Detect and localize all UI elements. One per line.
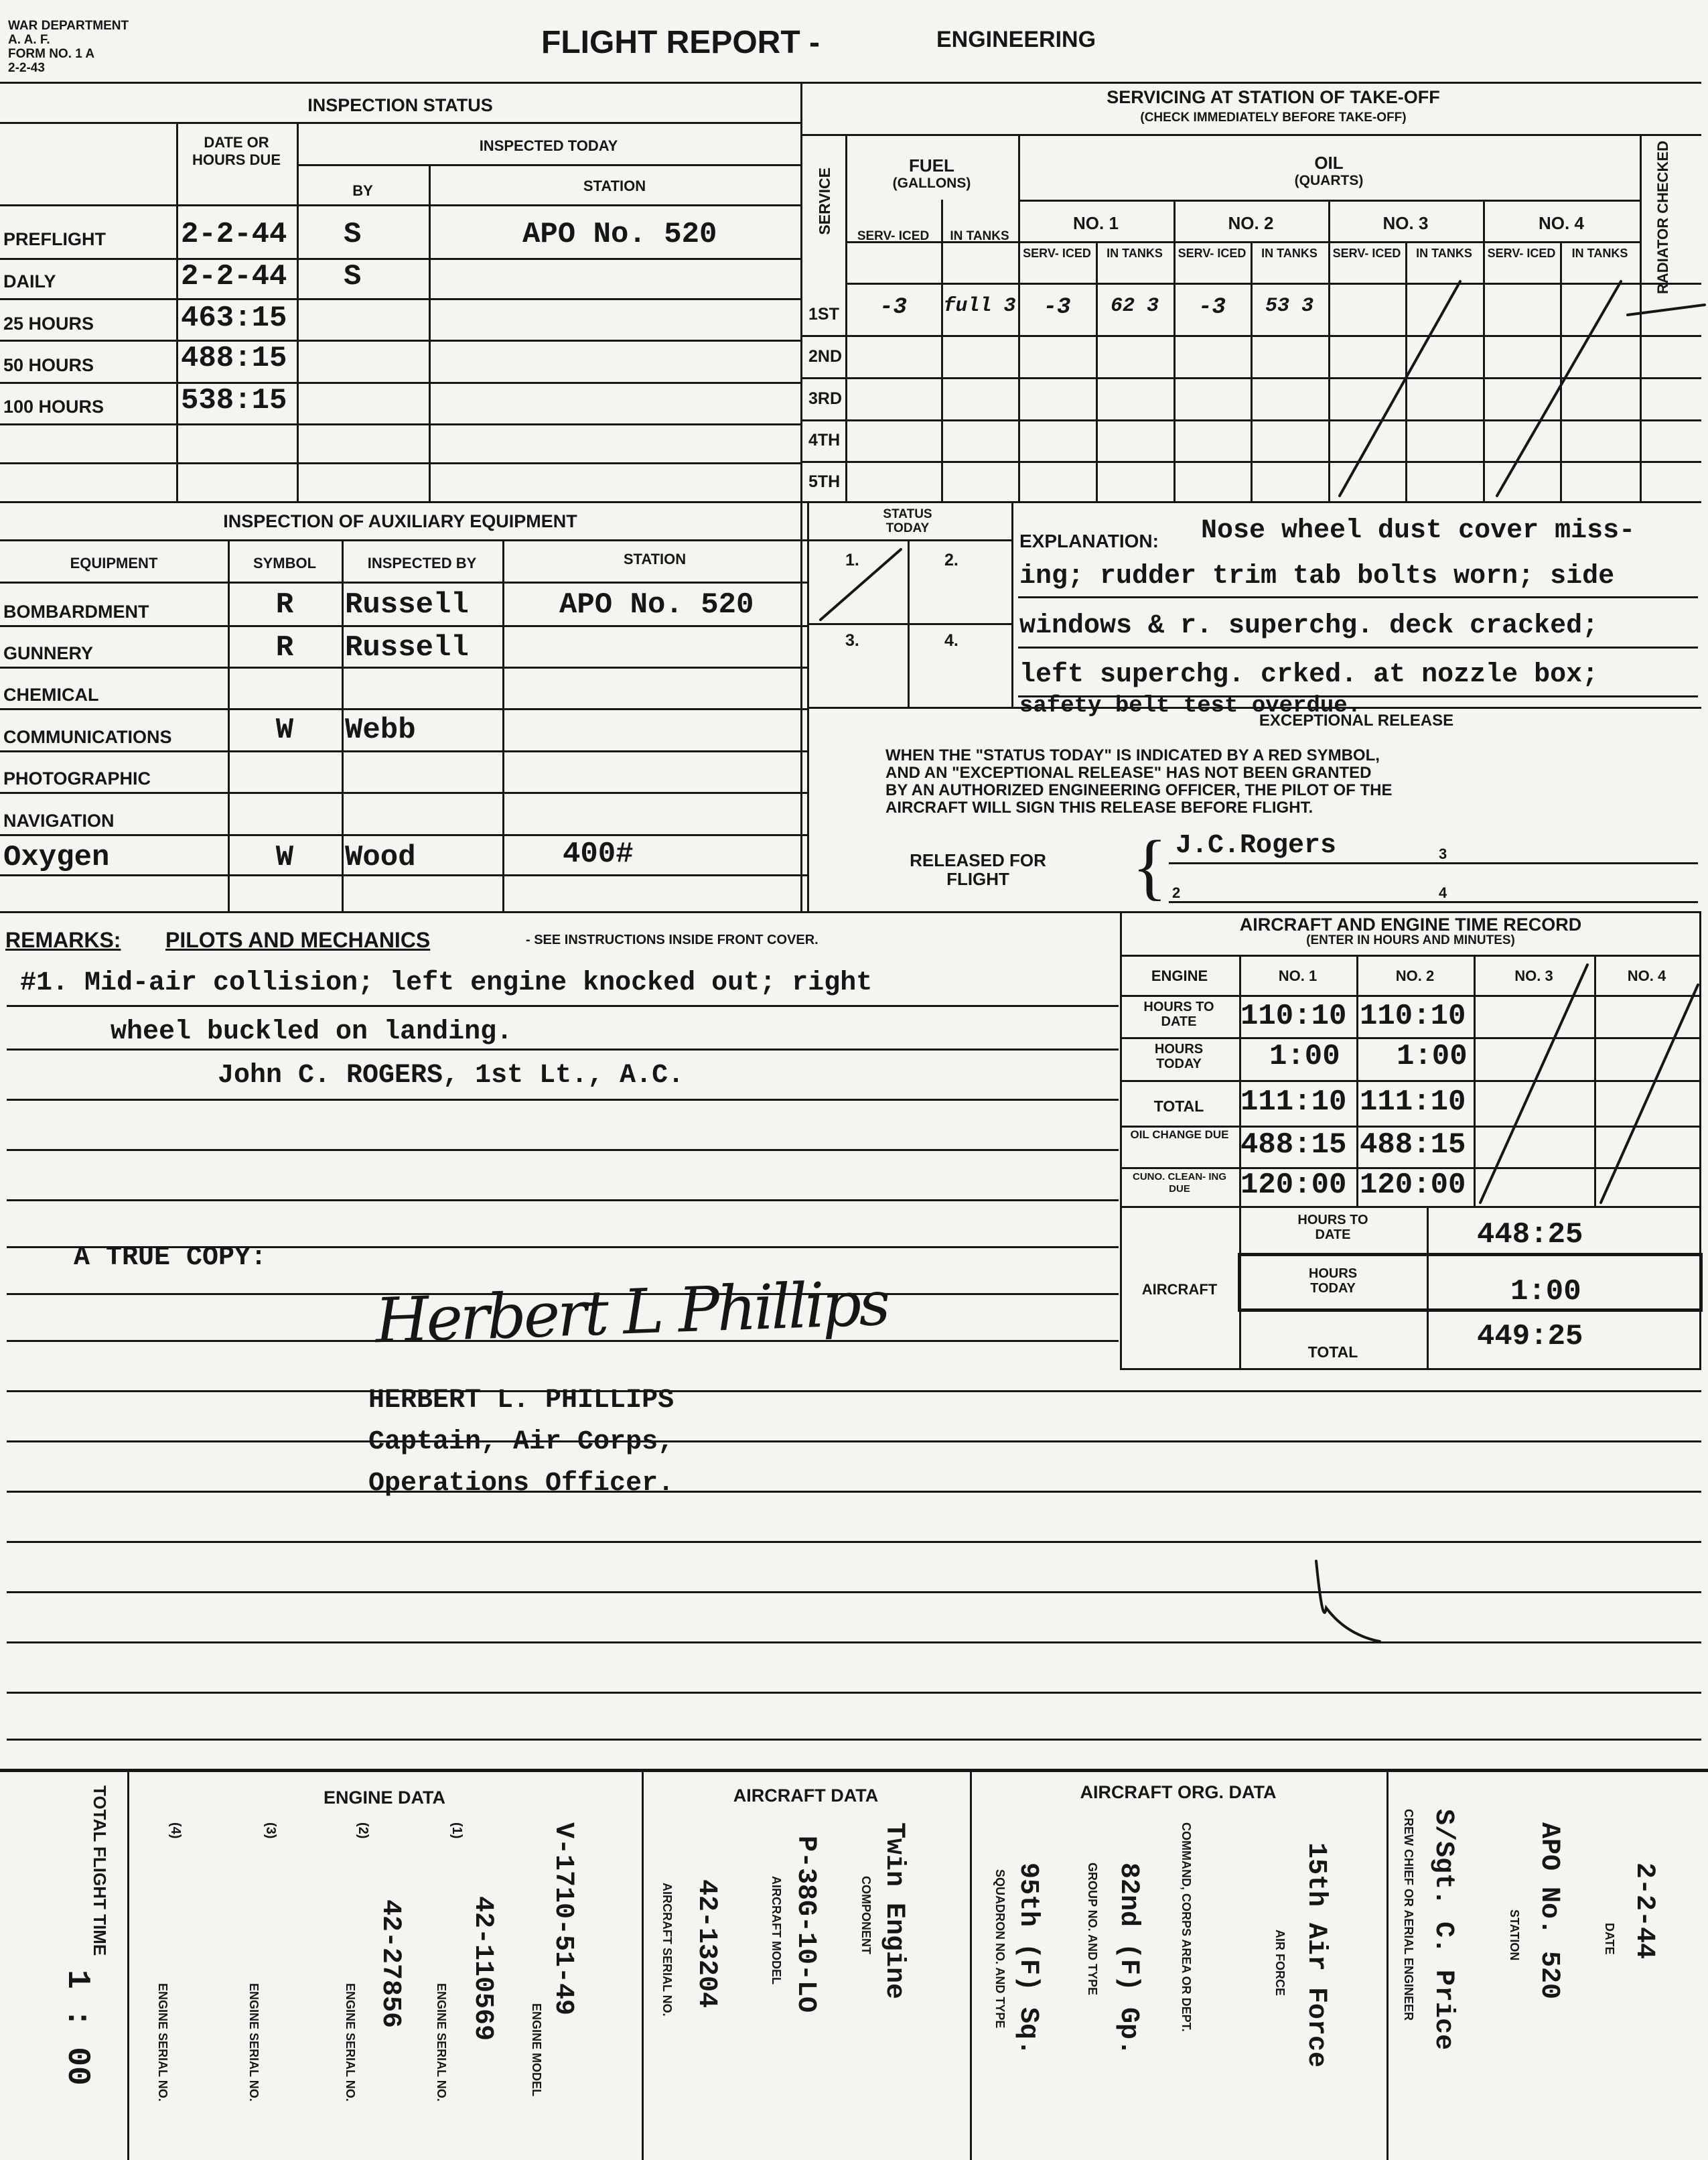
col-by: BY [352,182,373,199]
col-symbol: SYMBOL [253,555,317,571]
form-id-line: FORM NO. 1 A [8,47,95,61]
equipment-label: GUNNERY [3,643,94,663]
col-inspected-by: INSPECTED BY [367,555,477,571]
crew-chief-value: S/Sgt. C. Price [1428,1809,1458,2051]
col-engine-no1: NO. 1 [1278,967,1318,984]
service-row-label: 1ST [808,305,839,324]
service-row-label: 4TH [808,431,841,450]
component-label: COMPONENT [859,1876,873,1954]
engine-serial-label: ENGINE SERIAL NO. [435,1983,448,2102]
explanation-line: left superchg. crked. at nozzle box; [1019,660,1599,690]
due-value: 2-2-44 [181,218,287,251]
engine-model: V-1710-51-49 [548,1822,578,2016]
sig-line: HERBERT L. PHILLIPS [368,1386,674,1416]
row-label-daily: DAILY [3,271,56,291]
inspector-value: Webb [345,714,416,747]
oil1-serviced-value: -3 [1043,295,1071,320]
col-engine-no3: NO. 3 [1514,967,1553,984]
symbol-value: R [275,588,294,622]
aircraft-row-label: HOURS TO DATE [1297,1213,1368,1242]
row-label-25-hours: 25 HOURS [3,314,94,334]
in-tanks-header: IN TANKS [1416,247,1472,260]
servicing-title: SERVICING AT STATION OF TAKE-OFF [1107,87,1440,107]
fuel-label: FUEL [909,155,954,176]
aircraft-serial-label: AIRCRAFT SERIAL NO. [660,1883,674,2017]
engine-data-label: ENGINE DATA [324,1787,445,1808]
release-slot-3: 3 [1439,846,1447,862]
explanation-line: windows & r. superchg. deck cracked; [1019,611,1599,641]
component-value: Twin Engine [879,1822,909,2000]
true-copy-label: A TRUE COPY: [74,1243,267,1273]
aircraft-hours-today: 1:00 [1510,1275,1581,1308]
oil-engine-no4: NO. 4 [1539,213,1584,233]
serviced-header: SERV- ICED [1023,247,1091,260]
engine-1-value: 111:10 [1240,1085,1347,1119]
time-row-label: HOURS TO DATE [1143,1000,1214,1029]
release-text-line: BY AN AUTHORIZED ENGINEERING OFFICER, THE PILOT OF THE [885,781,1393,799]
inspection-status-title: INSPECTION STATUS [307,95,493,115]
org-data-label: AIRCRAFT ORG. DATA [1080,1782,1277,1802]
time-record-title: AIRCRAFT AND ENGINE TIME RECORD [1239,915,1582,935]
col-engine-no4: NO. 4 [1627,967,1666,984]
station-value: APO No. 520 [1534,1822,1564,2000]
by-value: S [344,260,362,293]
engine-1-value: 1:00 [1269,1040,1340,1073]
status-today-title: STATUS TODAY [883,507,932,535]
col-station: STATION [623,551,687,567]
air-force-label: AIR FORCE [1273,1930,1287,1996]
engine-2-value: 110:10 [1360,1000,1466,1033]
crew-chief-label: CREW CHIEF OR AERIAL ENGINEER [1402,1809,1415,2021]
signature-block [368,1380,674,1505]
oil2-in-tanks-value: 53 3 [1265,295,1313,318]
release-brace: { [1132,825,1167,907]
fuel-unit: (GALLONS) [892,176,971,191]
symbol-value: W [275,841,294,874]
auxiliary-title: INSPECTION OF AUXILIARY EQUIPMENT [223,511,577,531]
serviced-header: SERV- ICED [1178,247,1247,260]
oil-unit: (QUARTS) [1294,173,1364,188]
engine-1-value: 110:10 [1240,1000,1347,1033]
remark-line: #1. Mid-air collision; left engine knocked out; right [20,968,873,998]
fuel-serviced-value: -3 [879,295,907,320]
in-tanks-header: IN TANKS [1571,247,1628,260]
station-value: APO No. 520 [559,588,754,622]
engine-2-num: (2) [356,1822,370,1839]
explanation-line: ing; rudder trim tab bolts worn; side [1019,561,1615,592]
air-force-value: 15th Air Force [1301,1842,1331,2068]
by-value: S [344,218,362,251]
status-cell-1: 1. [845,551,859,569]
equipment-label: COMMUNICATIONS [3,727,172,747]
exceptional-release-title: EXCEPTIONAL RELEASE [1259,712,1454,730]
service-row-label: 2ND [808,347,843,366]
aircraft-row-label: TOTAL [1307,1343,1358,1361]
oil-engine-no2: NO. 2 [1228,213,1274,233]
row-label-100-hours: 100 HOURS [3,397,104,417]
explanation-line: safety belt test overdue. [1019,693,1362,719]
symbol-value: W [275,714,294,747]
status-cell-3: 3. [845,631,859,650]
symbol-value: R [275,631,294,665]
status-cell-2: 2. [944,551,958,569]
total-flight-time-label: TOTAL FLIGHT TIME [90,1785,110,1956]
engine-serial-label: ENGINE SERIAL NO. [247,1983,261,2102]
service-row-label: 5TH [808,472,841,491]
date-label: DATE [1603,1923,1616,1955]
remarks-note: - SEE INSTRUCTIONS INSIDE FRONT COVER. [526,933,819,947]
engine-4-num: (4) [168,1822,183,1839]
inspector-value: Russell [345,588,469,622]
phillips-signature: Herbert L Phillips [374,1267,889,1357]
aircraft-serial: 42-13204 [691,1879,721,2009]
station-value: APO No. 520 [522,218,717,251]
in-tanks-header: IN TANKS [1107,247,1163,260]
date-value: 2-2-44 [1629,1863,1659,1960]
engine-model-label: ENGINE MODEL [530,2003,543,2097]
sig-line: Captain, Air Corps, [368,1427,674,1457]
inspector-value: Russell [345,631,469,665]
remarks-label: REMARKS: [5,928,121,952]
serviced-header: SERV- ICED [1487,247,1556,260]
exceptional-release-text [885,747,1689,817]
group-label: GROUP NO. AND TYPE [1086,1863,1099,1996]
squadron-value: 95th (F) Sq. [1013,1863,1043,2056]
engine-serial-label: ENGINE SERIAL NO. [156,1983,169,2102]
aircraft-hours-to-date: 448:25 [1477,1218,1583,1252]
equipment-label: BOMBARDMENT [3,602,149,622]
due-value: 463:15 [181,301,287,335]
oil-engine-no1: NO. 1 [1073,213,1119,233]
form-id-line: 2-2-43 [8,61,45,75]
release-text-line: AND AN "EXCEPTIONAL RELEASE" HAS NOT BEEN GRANTED [885,764,1372,782]
station-value: 400# [563,837,634,871]
service-row-label: 3RD [808,389,843,408]
release-text-line: AIRCRAFT WILL SIGN THIS RELEASE BEFORE FLIGHT. [885,799,1313,817]
squadron-label: SQUADRON NO. AND TYPE [993,1869,1007,2029]
engine-2-value: 111:10 [1360,1085,1466,1119]
time-record-subtitle: (ENTER IN HOURS AND MINUTES) [1306,933,1515,947]
equipment-label: Oxygen [3,841,110,874]
row-label-preflight: PREFLIGHT [3,229,106,249]
oil-label: OIL [1314,153,1344,173]
col-equipment: EQUIPMENT [70,555,158,571]
station-label: STATION [1508,1909,1521,1961]
time-row-label: HOURS TODAY [1154,1042,1204,1071]
command-label: COMMAND, CORPS AREA OR DEPT. [1180,1822,1193,2032]
engine-3-num: (3) [263,1822,278,1839]
equipment-label: PHOTOGRAPHIC [3,768,151,789]
equipment-label: NAVIGATION [3,811,115,831]
due-value: 2-2-44 [181,260,287,293]
release-slot-2: 2 [1172,884,1181,901]
servicing-subtitle: (CHECK IMMEDIATELY BEFORE TAKE-OFF) [1140,111,1407,125]
inspector-value: Wood [345,841,416,874]
remark-line: wheel buckled on landing. [111,1017,513,1047]
col-station: STATION [583,178,646,194]
total-flight-time-value: 1 : 00 [59,1970,95,2086]
row-label-50-hours: 50 HOURS [3,355,94,375]
form-id-line: A. A. F. [8,33,50,47]
release-slot-4: 4 [1439,884,1447,901]
aircraft-row-label: HOURS TODAY [1308,1266,1358,1296]
time-row-label: OIL CHANGE DUE [1130,1128,1229,1141]
engine-2-value: 1:00 [1397,1040,1468,1073]
due-value: 488:15 [181,342,287,375]
page-title: FLIGHT REPORT - [541,25,820,60]
aircraft-data-label: AIRCRAFT DATA [733,1785,879,1806]
time-row-label: TOTAL [1153,1097,1204,1115]
group-value: 82nd (F) Gp. [1113,1863,1143,2056]
released-for-flight-label: RELEASED FOR FLIGHT [910,850,1046,889]
radiator-checked-label: RADIATOR CHECKED [1654,141,1671,294]
engine-2-value: 120:00 [1360,1168,1466,1202]
col-engine: ENGINE [1151,967,1208,984]
form-id-block [8,19,129,75]
due-value: 538:15 [181,384,287,417]
serviced-header: SERV- ICED [857,229,930,243]
serviced-header: SERV- ICED [1332,247,1401,260]
aircraft-model: P-38G-10-LO [790,1836,821,2013]
engine-1-serial: 42-110569 [468,1896,498,2041]
equipment-label: CHEMICAL [3,685,99,705]
remarks-label-2: PILOTS AND MECHANICS [165,928,431,952]
aircraft-model-label: AIRCRAFT MODEL [770,1876,783,1984]
remark-line: John C. ROGERS, 1st Lt., A.C. [218,1061,685,1091]
oil-engine-no3: NO. 3 [1382,213,1429,233]
col-date-due: DATE OR HOURS DUE [192,134,281,168]
page-subtitle: ENGINEERING [936,27,1096,52]
sig-line: Operations Officer. [368,1469,674,1499]
aircraft-label: AIRCRAFT [1141,1281,1218,1298]
service-col-label: SERVICE [816,167,833,235]
engine-1-num: (1) [449,1822,464,1839]
in-tanks-header: IN TANKS [950,229,1009,243]
explanation-label: EXPLANATION: [1019,531,1159,551]
engine-2-serial: 42-27856 [375,1899,405,2029]
aircraft-total: 449:25 [1477,1320,1583,1353]
engine-1-value: 488:15 [1240,1128,1347,1162]
engine-2-value: 488:15 [1360,1128,1466,1162]
col-inspected-today: INSPECTED TODAY [479,137,618,154]
engine-1-value: 120:00 [1240,1168,1347,1202]
engine-serial-label: ENGINE SERIAL NO. [344,1983,357,2102]
release-signer: J.C.Rogers [1176,831,1337,861]
release-text-line: WHEN THE "STATUS TODAY" IS INDICATED BY A RED SYMBOL, [885,746,1380,764]
col-engine-no2: NO. 2 [1395,967,1435,984]
form-id-line: WAR DEPARTMENT [8,19,129,33]
oil1-in-tanks-value: 62 3 [1110,295,1159,318]
status-cell-4: 4. [944,631,958,650]
time-row-label: CUNO. CLEAN- ING DUE [1133,1171,1226,1195]
explanation-line: Nose wheel dust cover miss- [1201,516,1636,546]
fuel-in-tanks-value: full 3 [943,295,1016,318]
oil2-serviced-value: -3 [1198,295,1226,320]
in-tanks-header: IN TANKS [1261,247,1318,260]
